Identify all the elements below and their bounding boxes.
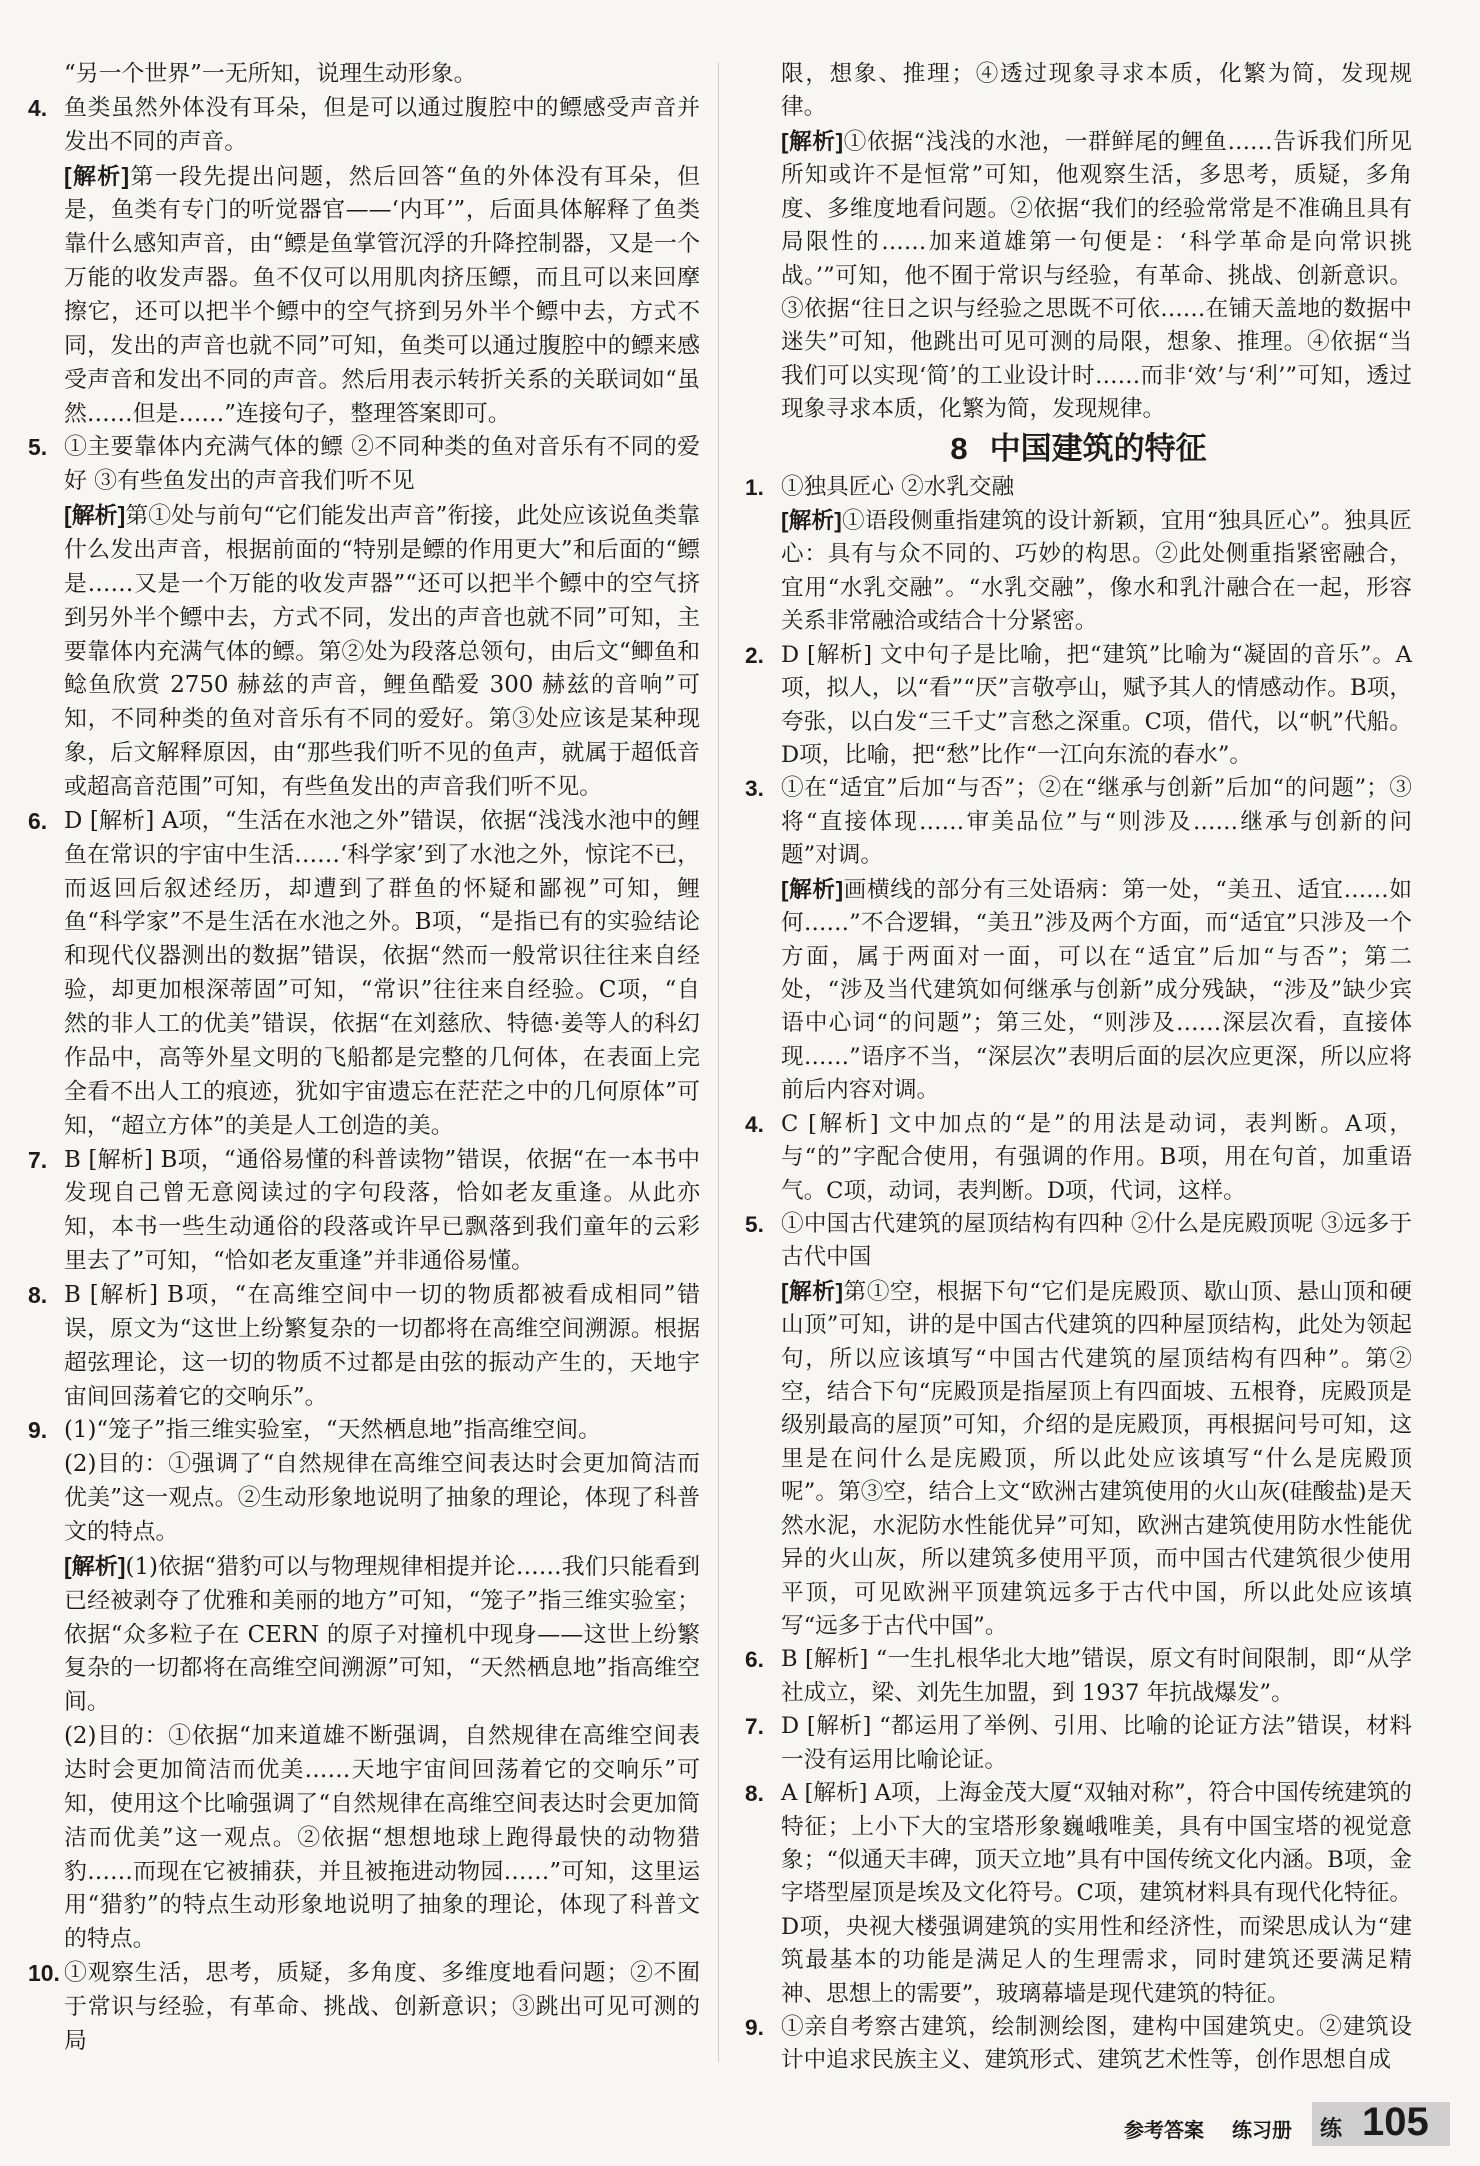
- paragraph-text: 画横线的部分有三处语病：第一处，“美丑、适宜……如何……”不合逻辑，“美丑”涉及两个方面，而“适宜”只涉及一个方面，属于两面对一面，可以在“适宜”后加“与否”；第二处，“涉及当代建筑如何继承与创新”成分残缺，“涉及”缺少宾语中心词“的问题”；第三处，“则涉及……深层次看，直接体现……”语序不当，“深层次”表明后面的层次应更深，所以应将前后内容对调。: [781, 876, 1412, 1104]
- page-footer: [1080, 2102, 1452, 2146]
- answer-paragraph: [781, 504, 1412, 639]
- analysis-tag: [解析]: [781, 1278, 844, 1304]
- item-number: 7.: [28, 1146, 48, 1173]
- paragraph-text: ①语段侧重指建筑的设计新颖，宜用“独具匠心”。独具匠心：具有与众不同的、巧妙的构思。②此处侧重指紧密融合，宜用“水乳交融”。“水乳交融”，像水和乳汁融合在一起，形容关系非常融洽或结合十分紧密。: [781, 508, 1412, 635]
- item-number: 9.: [28, 1417, 48, 1444]
- paragraph-text: 鱼类虽然外体没有耳朵，但是可以通过腹腔中的鳔感受声音并发出不同的声音。: [64, 94, 700, 155]
- analysis-text: ①依据“浅浅的水池，一群鲜尾的鲤鱼……告诉我们所见所知或许不是恒常”可知，他观察生活，多思考，质疑，多角度、多维度地看问题。②依据“我们的经验常常是不准确且具有局限性的……加来道雄第一句便是：‘科学革命是向常识挑战。’”可知，他不囿于常识与经验，有革命、挑战、创新意识。③依据“往日之识与经验之思既不可依……在铺天盖地的数据中迷失”可知，他跳出可见可测的局限，想象、推理。④依据“当我们可以实现‘简’的工业设计时……而非‘效’与‘利’”可知，透过现象寻求本质，化繁为简，发现规律。: [781, 128, 1412, 423]
- paragraph-text: ①在“适宜”后加“与否”；②在“继承与创新”后加“的问题”；③将“直接体现……审美品位”与“则涉及……继承与创新的问题”对调。: [781, 775, 1412, 869]
- paragraph-text: 第①处与前句“它们能发出声音”衔接，此处应该说鱼类靠什么发出声音，根据前面的“特别是鳔的作用更大”和后面的“鳔是……又是一个万能的收发声器”“还可以把半个鳔中的空气挤到另外半个鳔中去，方式不同，发出的声音也就不同”可知，主要靠体内充满气体的鳔。第②处为段落总领句，由后文“鲫鱼和鲶鱼欣赏 2750 赫兹的声音，鲤鱼酷爱 300 赫兹的音响”可知，不同种类的鱼对音乐有不同的爱好。第③处应该是某种现象，后文解释原因，由“那些我们听不见的鱼声，就属于超低音或超高音范围”可知，有些鱼发出的声音我们听不见。: [64, 503, 701, 801]
- answer-item: [745, 1643, 1412, 1710]
- item-number: 1.: [745, 474, 764, 500]
- analysis-tag: [解析]: [781, 128, 844, 154]
- item-number: 6.: [745, 1647, 764, 1673]
- section-title-text: 中国建筑的特征: [989, 430, 1207, 466]
- paragraph-text: (2)目的：①依据“加来道雄不断强调，自然规律在高维空间表达时会更加简洁而优美……天地宇宙间回荡着它的交响乐”可知，使用这个比喻强调了“自然规律在高维空间表达时会更加简洁而优美”这一观点。②依据“想想地球上跑得最快的动物猎豹……而现在它被捕获，并且被拖进动物园……”可知，这里运用“猎豹”的特点生动形象地说明了抽象的理论，体现了科普文的特点。: [64, 1723, 700, 1953]
- item-number: 8.: [28, 1281, 48, 1308]
- paragraph-text: ①主要靠体内充满气体的鳔 ②不同种类的鱼对音乐有不同的爱好 ③有些鱼发出的声音我们听不见: [64, 434, 700, 495]
- analysis-tag: [解析]: [64, 1552, 126, 1579]
- answer-item: [28, 1144, 700, 1279]
- answer-paragraph: [781, 471, 1412, 504]
- answer-paragraph: [64, 1414, 700, 1448]
- answer-paragraph: [781, 1777, 1412, 2011]
- answer-item: [745, 1108, 1412, 1208]
- item-number: 2.: [745, 642, 764, 668]
- column-divider: [718, 62, 719, 2062]
- answer-paragraph: [64, 1144, 700, 1279]
- paragraph-text: ①独具匠心 ②水乳交融: [781, 473, 1015, 500]
- paragraph-text: B [解析] “一生扎根华北大地”错误，原文有时间限制，即“从学社成立，梁、刘先生加盟，到 1937 年抗战爆发”。: [781, 1646, 1412, 1706]
- paragraph-text: B [解析] B项，“在高维空间中一切的物质都被看成相同”错误，原文为“这世上纷繁复杂的一切都将在高维空间溯源。根据超弦理论，这一切的物质不过都是由弦的振动产生的，天地宇宙间回荡着它的交响乐”。: [64, 1281, 700, 1410]
- paragraph-text: D [解析] “都运用了举例、引用、比喻的论证方法”错误，材料一没有运用比喻论证。: [781, 1713, 1412, 1773]
- answer-item: [745, 471, 1412, 639]
- item-number: 5.: [28, 434, 48, 461]
- answer-paragraph: [781, 1108, 1412, 1208]
- left-column: [28, 58, 700, 2059]
- item-number: 10.: [28, 1960, 60, 1987]
- item-number: 9.: [745, 2015, 764, 2041]
- paragraph-text: A [解析] A项，上海金茂大厦“双轴对称”，符合中国传统建筑的特征；上小下大的宝塔形象巍峨唯美，具有中国宝塔的视觉意象；“似通天丰碑，顶天立地”具有中国传统文化内涵。B项，金字塔型屋顶是埃及文化符号。C项，建筑材料具有现代化特征。D项，央视大楼强调建筑的实用性和经济性，而梁思成认为“建筑最基本的功能是满足人的生理需求，同时建筑还要满足精神、思想上的需要”，玻璃幕墙是现代建筑的特征。: [781, 1780, 1412, 2007]
- lead-text: 限，想象、推理；④透过现象寻求本质，化繁为简，发现规律。: [781, 61, 1412, 121]
- analysis-tag: [解析]: [781, 876, 844, 902]
- answer-paragraph: [64, 805, 700, 1144]
- answer-item: [745, 2011, 1412, 2078]
- item-number: 7.: [745, 1714, 764, 1740]
- item-number: 4.: [745, 1111, 764, 1137]
- paragraph-text: ①亲自考察古建筑，绘制测绘图，建构中国建筑史。②建筑设计中追求民族主义、建筑形式、建筑艺术性等，创作思想自成: [781, 2014, 1412, 2074]
- footer-book-label: 练习册: [1232, 2120, 1292, 2142]
- answer-paragraph: [781, 1208, 1412, 1275]
- item-number: 8.: [745, 1781, 764, 1807]
- answer-item: [745, 1208, 1412, 1643]
- paragraph-text: C [解析] 文中加点的“是”的用法是动词，表判断。A项，与“的”字配合使用，有强调的作用。B项，用在句首，加重语气。C项，动词，表判断。D项，代词，这样。: [781, 1110, 1412, 1204]
- answer-item: [28, 805, 700, 1144]
- item-number: 3.: [745, 776, 764, 802]
- section-number: 8: [950, 430, 968, 466]
- answer-item: [28, 1414, 700, 1957]
- paragraph-text: 第①空，根据下句“它们是庑殿顶、歇山顶、悬山顶和硬山顶”可知，讲的是中国古代建筑的四种屋顶结构，此处为领起句，所以应该填写“中国古代建筑的屋顶结构有四种”。第②空，结合下句“庑殿顶是指屋顶上有四面坡、五根脊，庑殿顶是级别最高的屋顶”可知，介绍的是庑殿顶，再根据问号可知，这里是在问什么是庑殿顶，所以此处应该填写“什么是庑殿顶呢”。第③空，结合上文“欧洲古建筑使用的火山灰(硅酸盐)是天然水泥，水泥防水性能优异”可知，欧洲古建筑使用防水性能优异的火山灰，所以建筑多使用平顶，而中国古代建筑很少使用平顶，可见欧洲平顶建筑远多于古代中国，所以此处应该填写“远多于古代中国”。: [781, 1278, 1412, 1639]
- paragraph-text: B [解析] B项，“通俗易懂的科普读物”错误，依据“在一本书中发现自己曾无意阅读过的字句段落，恰如老友重逢。从此亦知，本书一些生动通俗的段落或许早已飘落到我们童年的云彩里去了”可知，“恰如老友重逢”并非通俗易懂。: [64, 1146, 700, 1275]
- answer-item: [28, 92, 700, 432]
- answer-item: [745, 1777, 1412, 2011]
- paragraph-text: (2)目的：①强调了“自然规律在高维空间表达时会更加简洁而优美”这一观点。②生动形象地说明了抽象的理论，体现了科普文的特点。: [64, 1451, 700, 1545]
- footer-tag: 练: [1320, 2116, 1343, 2141]
- answer-paragraph: [64, 499, 700, 805]
- analysis-tag: [解析]: [64, 502, 126, 529]
- lead-analysis: [745, 125, 1412, 427]
- item-number: 4.: [28, 94, 48, 121]
- answer-paragraph: [781, 639, 1412, 773]
- answer-item: [28, 1279, 700, 1414]
- item-number: 5.: [745, 1211, 764, 1237]
- lead-text: “另一个世界”一无所知，说理生动形象。: [64, 61, 477, 87]
- paragraph-text: D [解析] A项，“生活在水池之外”错误，依据“浅浅水池中的鲤鱼在常识的宇宙中生活……‘科学家’到了水池之外，惊诧不已，而返回后叙述经历，却遭到了群鱼的怀疑和鄙视”可知，鲤鱼“科学家”不是生活在水池之外。B项，“是指已有的实验结论和现代仪器测出的数据”错误，依据“然而一般常识往往来自经验，却更加根深蒂固”可知，“常识”往往来自经验。C项，“自然的非人工的优美”错误，依据“在刘慈欣、特德·姜等人的科幻作品中，高等外星文明的飞船都是完整的几何体，在表面上完全看不出人工的痕迹，犹如宇宙遗忘在茫茫之中的几何原体”可知，“超立方体”的美是人工创造的美。: [64, 807, 700, 1139]
- answer-paragraph: [781, 2011, 1412, 2078]
- paragraph-text: (1)依据“猎豹可以与物理规律相提并论……我们只能看到已经被剥夺了优雅和美丽的地方”可知，“笼子”指三维实验室；依据“众多粒子在 CERN 的原子对撞机中现身——这世上纷繁复杂的一切都将在高维空间溯源”可知，“天然栖息地”指高维空间。: [64, 1553, 700, 1716]
- answer-item: [28, 431, 700, 804]
- answer-item: [745, 1710, 1412, 1777]
- answer-paragraph: [781, 1710, 1412, 1777]
- answer-paragraph: [64, 92, 700, 160]
- paragraph-text: ①观察生活，思考，质疑，多角度、多维度地看问题；②不囿于常识与经验，有革命、挑战、创新意识；③跳出可见可测的局: [64, 1960, 700, 2054]
- page-number-box: [1312, 2102, 1450, 2146]
- answer-item: [745, 772, 1412, 1107]
- answer-paragraph: [64, 160, 700, 432]
- section-title: [745, 427, 1412, 471]
- answer-paragraph: [781, 772, 1412, 872]
- paragraph-text: 第一段先提出问题，然后回答“鱼的外体没有耳朵，但是，鱼类有专门的听觉器官——‘内耳’”，后面具体解释了鱼类靠什么感知声音，由“鳔是鱼掌管沉浮的升降控制器，又是一个万能的收发声器。鱼不仅可以用肌肉挤压鳔，而且可以来回摩擦它，还可以把半个鳔中的空气挤到另外半个鳔中去，方式不同，发出的声音也就不同”可知，鱼类可以通过腹腔中的鳔来感受声音和发出不同的声音。然后用表示转折关系的关联词如“虽然……但是……”连接句子，整理答案即可。: [64, 163, 701, 427]
- paragraph-text: D [解析] 文中句子是比喻，把“建筑”比喻为“凝固的音乐”。A项，拟人，以“看”“厌”言敬亭山，赋予其人的情感动作。B项，夸张，以白发“三千丈”言愁之深重。C项，借代，以“帆”代船。D项，比喻，把“愁”比作“一江向东流的春水”。: [781, 641, 1412, 769]
- right-column: [745, 58, 1412, 2078]
- answer-paragraph: [781, 873, 1412, 1108]
- analysis-tag: [解析]: [64, 162, 130, 189]
- answer-item: [28, 1957, 700, 2059]
- answer-paragraph: [64, 1448, 700, 1550]
- answer-paragraph: [64, 1279, 700, 1414]
- answer-paragraph: [64, 431, 700, 499]
- answer-paragraph: [781, 1643, 1412, 1710]
- analysis-tag: [解析]: [781, 508, 842, 534]
- answer-paragraph: [64, 1957, 700, 2059]
- footer-answers-label: 参考答案: [1124, 2120, 1204, 2142]
- answer-paragraph: [781, 1275, 1412, 1644]
- answer-item: [745, 639, 1412, 773]
- item-number: 6.: [28, 807, 48, 834]
- paragraph-text: ①中国古代建筑的屋顶结构有四种 ②什么是庑殿顶呢 ③远多于古代中国: [781, 1210, 1412, 1271]
- answer-paragraph: [64, 1550, 700, 1720]
- paragraph-text: (1)“笼子”指三维实验室，“天然栖息地”指高维空间。: [64, 1417, 602, 1444]
- answer-paragraph: [64, 1720, 700, 1957]
- page-number: 105: [1362, 2100, 1429, 2144]
